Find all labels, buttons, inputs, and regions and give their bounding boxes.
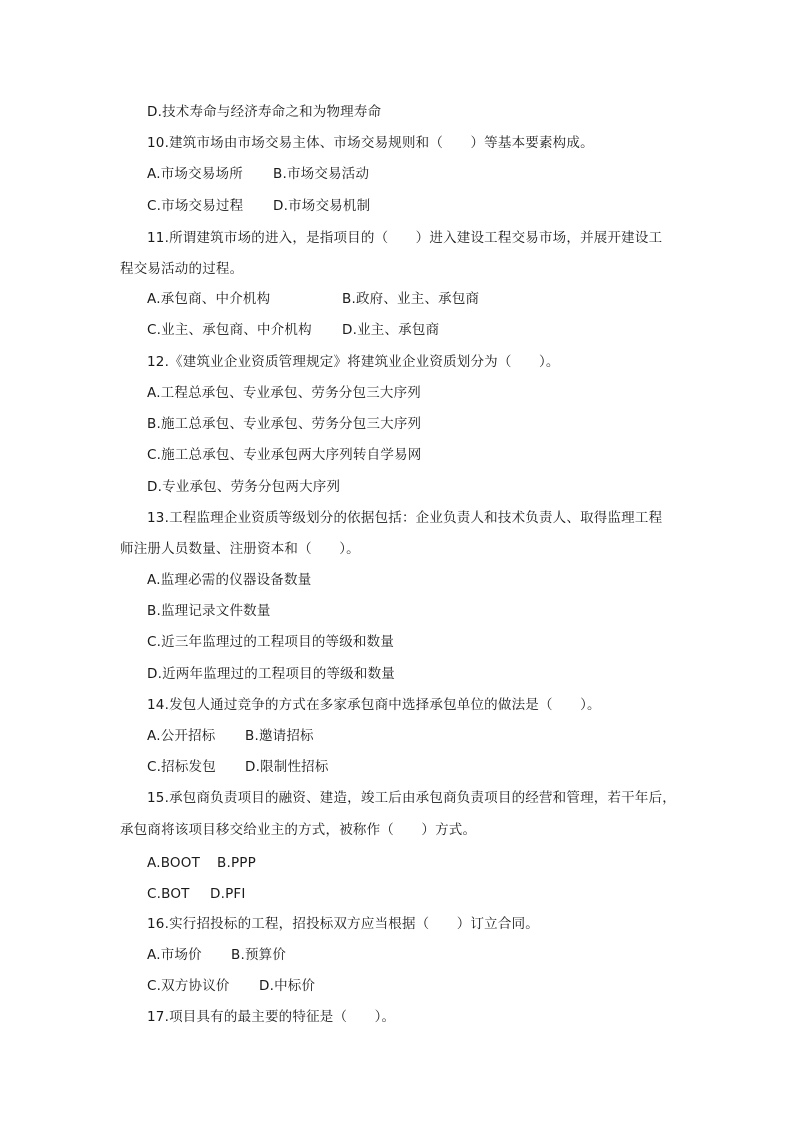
question-text: 11.所谓建筑市场的进入，是指项目的（ ）进入建设工程交易市场，并展开建设工 <box>147 230 663 246</box>
option-line <box>147 102 381 122</box>
question-text: 17.项目具有的最主要的特征是（ ）。 <box>147 1009 396 1025</box>
option-b-text: D.业主、承包商 <box>342 322 440 338</box>
option-line <box>147 414 421 434</box>
option-pair-line <box>147 320 439 340</box>
option-line <box>147 570 311 590</box>
option-text: C.施工总承包、专业承包两大序列转自学易网 <box>147 447 422 463</box>
question-text: 14.发包人通过竞争的方式在多家承包商中选择承包单位的做法是（ ）。 <box>147 697 601 713</box>
option-a-text: C.双方协议价 <box>147 978 230 994</box>
option-pair-line <box>147 884 246 904</box>
option-b-text: D.PFI <box>210 886 246 902</box>
option-a-text: A.市场价 <box>147 947 202 963</box>
question-text: 13.工程监理企业资质等级划分的依据包括：企业负责人和技术负责人、取得监理工程 <box>147 510 663 526</box>
question-text: 16.实行招投标的工程，招投标双方应当根据（ ）订立合同。 <box>147 916 539 932</box>
option-line <box>147 477 340 497</box>
option-text: B.监理记录文件数量 <box>147 603 271 619</box>
question-line <box>147 788 676 808</box>
option-b-text: D.限制性招标 <box>245 759 329 775</box>
question-text: 12.《建筑业企业资质管理规定》将建筑业企业资质划分为（ ）。 <box>147 354 560 370</box>
option-b-text: B.市场交易活动 <box>273 166 370 182</box>
option-pair-line <box>147 289 479 309</box>
question-line <box>147 914 539 934</box>
option-b-text: B.PPP <box>217 855 256 871</box>
question-line <box>147 228 662 248</box>
option-line <box>147 664 395 684</box>
question-text: 15.承包商负责项目的融资、建造，竣工后由承包商负责项目的经营和管理，若干年后， <box>147 790 676 806</box>
question-line <box>147 508 662 528</box>
option-pair-line <box>147 945 286 965</box>
option-pair-line <box>147 976 315 996</box>
option-pair-line <box>147 726 314 746</box>
option-b-text: B.预算价 <box>231 947 287 963</box>
option-pair-line <box>147 757 329 777</box>
continuation-line <box>120 259 243 279</box>
option-line <box>147 445 421 465</box>
option-b-text: B.邀请招标 <box>245 728 314 744</box>
option-a-text: C.BOT <box>147 886 190 902</box>
option-text: C.近三年监理过的工程项目的等级和数量 <box>147 634 395 650</box>
question-line <box>147 352 560 372</box>
continuation-text: 承包商将该项目移交给业主的方式，被称作（ ）方式。 <box>120 822 477 838</box>
option-a-text: A.BOOT <box>147 855 201 871</box>
option-pair-line <box>147 196 370 216</box>
option-pair-line <box>147 853 256 873</box>
continuation-text: 师注册人员数量、注册资本和（ ）。 <box>120 541 360 557</box>
question-line <box>147 133 594 153</box>
option-b-text: B.政府、业主、承包商 <box>342 291 480 307</box>
option-text: A.监理必需的仪器设备数量 <box>147 572 312 588</box>
continuation-text: 程交易活动的过程。 <box>120 261 244 277</box>
option-a-text: A.公开招标 <box>147 728 216 744</box>
option-text: D.专业承包、劳务分包两大序列 <box>147 479 341 495</box>
option-text: B.施工总承包、专业承包、劳务分包三大序列 <box>147 416 422 432</box>
question-line <box>147 1007 395 1027</box>
option-b-text: D.市场交易机制 <box>273 198 371 214</box>
option-a-text: A.市场交易场所 <box>147 166 243 182</box>
option-text: D.近两年监理过的工程项目的等级和数量 <box>147 666 395 682</box>
option-text: D.技术寿命与经济寿命之和为物理寿命 <box>147 104 382 120</box>
option-pair-line <box>147 164 369 184</box>
option-a-text: C.市场交易过程 <box>147 198 244 214</box>
option-line <box>147 383 421 403</box>
option-a-text: C.招标发包 <box>147 759 216 775</box>
option-a-text: A.承包商、中介机构 <box>147 291 271 307</box>
option-text: A.工程总承包、专业承包、劳务分包三大序列 <box>147 385 421 401</box>
question-line <box>147 695 601 715</box>
continuation-line <box>120 820 476 840</box>
option-line <box>147 632 394 652</box>
option-b-text: D.中标价 <box>259 978 316 994</box>
continuation-line <box>120 539 360 559</box>
option-a-text: C.业主、承包商、中介机构 <box>147 322 312 338</box>
question-text: 10.建筑市场由市场交易主体、市场交易规则和（ ）等基本要素构成。 <box>147 135 594 151</box>
option-line <box>147 601 271 621</box>
